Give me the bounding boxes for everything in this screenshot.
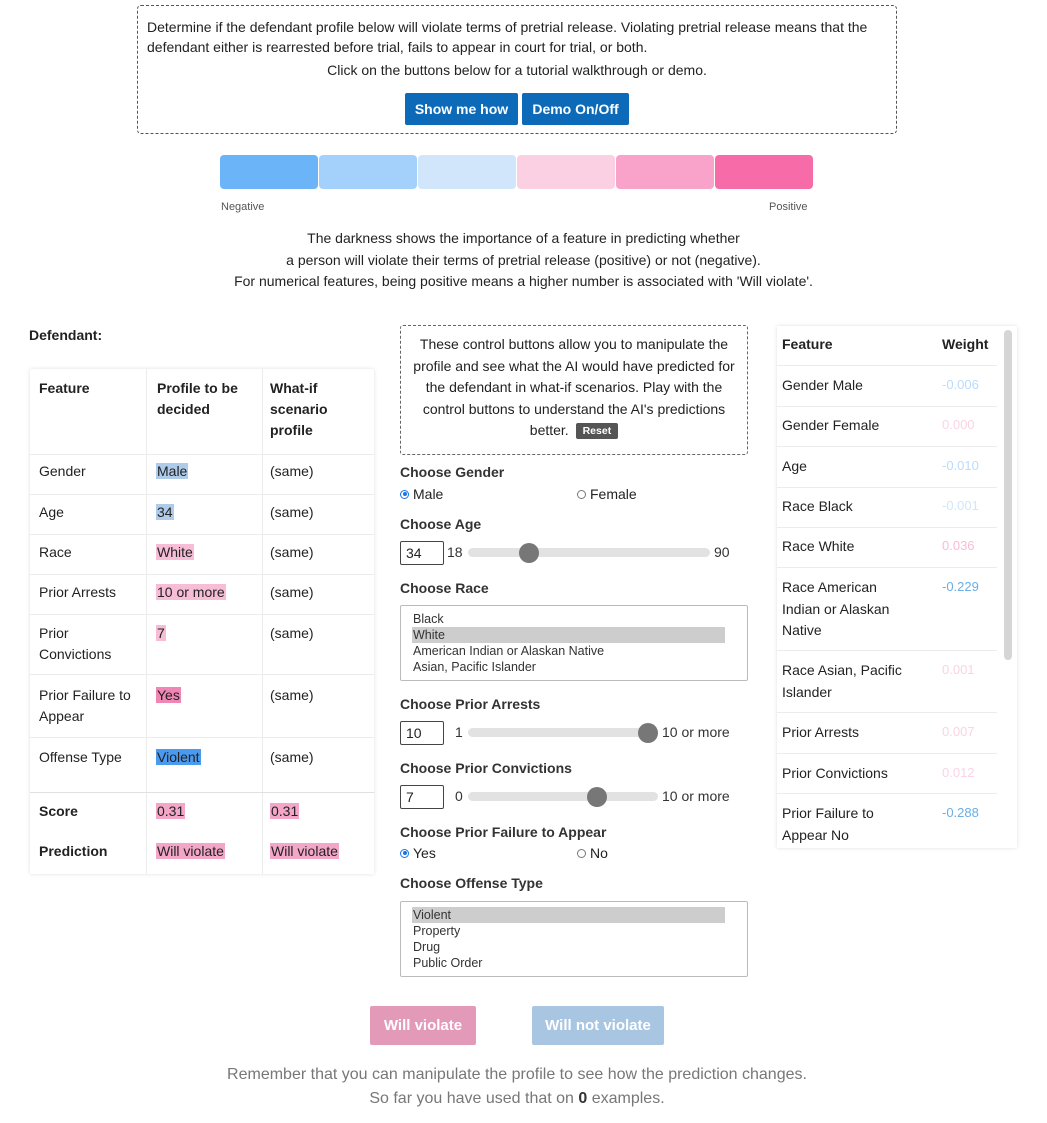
footer-suffix: examples. (587, 1090, 665, 1107)
weight-feature: Gender Male (782, 377, 863, 393)
offense-type-select[interactable] (400, 901, 748, 977)
profile-value: Male (157, 463, 188, 479)
profile-value: 10 or more (157, 584, 225, 600)
radio-label: Female (590, 486, 637, 502)
footer-line (0, 1087, 1034, 1111)
whatif-value: (same) (270, 544, 314, 560)
prior-arrests-min: 1 (455, 724, 463, 740)
age-slider-track[interactable] (468, 548, 710, 557)
weight-feature: Prior Failure to Appear No (782, 805, 874, 843)
prior-convictions-min: 0 (455, 788, 463, 804)
weight-value: -0.229 (942, 579, 979, 594)
weight-feature: Prior Convictions (782, 765, 888, 781)
race-select[interactable] (400, 605, 748, 681)
prior-fta-label: Choose Prior Failure to Appear (400, 824, 607, 840)
age-max: 90 (714, 544, 730, 560)
controls-info-text: These control buttons allow you to manipulate the profile and see what the AI would have predicted for the defendant in what-if scenarios. Play with the control buttons to understand the AI's predictions better. (413, 336, 735, 438)
whatif-value: (same) (270, 463, 314, 479)
radio-label: Male (413, 486, 444, 502)
radio-selected-icon (400, 490, 409, 499)
scale-swatch (220, 155, 318, 189)
prior-arrests-input[interactable] (400, 721, 444, 745)
race-option[interactable]: Black (413, 612, 444, 626)
weight-value: 0.001 (942, 662, 975, 677)
profile-prediction: Will violate (157, 843, 224, 859)
scale-desc-line: For numerical features, being positive means a higher number is associated with 'Will violate'. (234, 273, 813, 289)
row-feature: Gender (39, 463, 86, 479)
weight-value: 0.000 (942, 417, 975, 432)
whatif-value: (same) (270, 749, 314, 765)
scale-swatch (319, 155, 417, 189)
race-option[interactable]: American Indian or Alaskan Native (413, 644, 605, 658)
prior-convictions-slider-track[interactable] (468, 792, 658, 801)
weight-col-weight: Weight (942, 336, 989, 352)
radio-selected-icon (400, 849, 409, 858)
profile-value: 34 (157, 504, 173, 520)
weight-feature: Race Asian, Pacific Islander (782, 662, 902, 700)
prior-arrests-slider-thumb[interactable] (638, 723, 658, 743)
scale-desc-line: a person will violate their terms of pretrial release (positive) or not (negative). (286, 251, 761, 268)
offense-type-label: Choose Offense Type (400, 875, 543, 891)
prediction-label: Prediction (39, 843, 108, 859)
weight-value: -0.288 (942, 805, 979, 820)
whatif-score: 0.31 (271, 803, 299, 819)
footer-note (0, 1063, 1034, 1111)
col-header-feature: Feature (39, 380, 90, 396)
age-slider-thumb[interactable] (519, 543, 539, 563)
whatif-value: (same) (270, 504, 314, 520)
tutorial-hint: Click on the buttons below for a tutorial walkthrough or demo. (327, 62, 707, 78)
weight-value: -0.001 (942, 498, 979, 513)
fta-yes-radio[interactable] (400, 845, 436, 861)
defendant-title: Defendant: (29, 327, 103, 343)
fta-no-radio[interactable] (577, 845, 608, 861)
prior-arrests-label: Choose Prior Arrests (400, 696, 541, 712)
radio-unselected-icon (577, 490, 586, 499)
controls-info-box (400, 325, 748, 455)
will-violate-button[interactable]: Will violate (370, 1006, 476, 1045)
row-feature: Prior Convictions (39, 625, 112, 662)
examples-count: 0 (578, 1090, 588, 1107)
demo-toggle-button[interactable]: Demo On/Off (522, 93, 629, 125)
whatif-value: (same) (270, 584, 314, 600)
race-option-selected[interactable]: White (412, 627, 725, 643)
weight-value: -0.010 (942, 458, 979, 473)
whatif-value: (same) (270, 625, 314, 641)
row-feature: Prior Failure to Appear (39, 687, 131, 724)
row-feature: Age (39, 504, 64, 520)
row-feature: Offense Type (39, 749, 122, 765)
age-min: 18 (447, 544, 463, 560)
weight-value: 0.012 (942, 765, 975, 780)
defendant-table (30, 369, 374, 874)
weight-feature: Gender Female (782, 417, 880, 433)
radio-unselected-icon (577, 849, 586, 858)
prior-convictions-slider-thumb[interactable] (587, 787, 607, 807)
whatif-value: (same) (270, 687, 314, 703)
footer-line: Remember that you can manipulate the profile to see how the prediction changes. (227, 1066, 807, 1083)
feature-weight-table (777, 326, 1017, 848)
prior-convictions-label: Choose Prior Convictions (400, 760, 572, 776)
weight-value: -0.006 (942, 377, 979, 392)
col-header-profile: Profile to be decided (157, 380, 238, 417)
row-feature: Race (39, 544, 72, 560)
weight-feature: Race American Indian or Alaskan Native (782, 579, 890, 638)
offense-option[interactable]: Drug (413, 940, 441, 954)
profile-score: 0.31 (157, 803, 185, 819)
weight-col-feature: Feature (782, 336, 833, 352)
prior-arrests-max: 10 or more (662, 724, 730, 740)
weight-feature: Prior Arrests (782, 724, 860, 740)
race-option[interactable]: Asian, Pacific Islander (413, 660, 536, 674)
gender-label: Choose Gender (400, 464, 505, 480)
scale-swatch (616, 155, 714, 189)
scale-swatch (517, 155, 615, 189)
scale-positive-label: Positive (769, 201, 808, 213)
weight-table-scrollbar[interactable] (1004, 330, 1012, 660)
row-feature: Prior Arrests (39, 584, 117, 600)
weight-value: 0.036 (942, 538, 975, 553)
gender-male-radio[interactable] (400, 486, 443, 502)
profile-value: 7 (157, 625, 165, 641)
offense-option[interactable]: Property (413, 924, 461, 938)
scale-description (0, 228, 1047, 293)
weight-feature: Race White (782, 538, 855, 554)
age-input[interactable] (400, 541, 444, 565)
profile-value: Violent (157, 749, 200, 765)
offense-option-selected[interactable]: Violent (412, 907, 725, 923)
instructions-text: Determine if the defendant profile below will violate terms of pretrial release. Violating pretrial release means that the defendant either is rearrested before trial, fails to appear in court for trial, or both. (147, 19, 868, 55)
scale-swatch (418, 155, 516, 189)
radio-label: No (590, 845, 608, 861)
weight-value: 0.007 (942, 724, 975, 739)
profile-value: White (157, 544, 193, 560)
gender-female-radio[interactable] (577, 486, 637, 502)
will-not-violate-button[interactable]: Will not violate (532, 1006, 664, 1045)
instructions-box (137, 5, 897, 134)
scale-swatch (715, 155, 813, 189)
radio-label: Yes (413, 845, 436, 861)
reset-button[interactable]: Reset (576, 423, 619, 439)
weight-feature: Race Black (782, 498, 853, 514)
footer-prefix: So far you have used that on (369, 1090, 579, 1107)
weight-feature: Age (782, 458, 807, 474)
scale-desc-line: The darkness shows the importance of a feature in predicting whether (307, 230, 740, 246)
score-label: Score (39, 803, 78, 819)
age-label: Choose Age (400, 516, 482, 532)
profile-value: Yes (157, 687, 180, 703)
prior-convictions-input[interactable] (400, 785, 444, 809)
prior-arrests-slider-track[interactable] (468, 728, 658, 737)
scale-negative-label: Negative (221, 201, 265, 213)
offense-option[interactable]: Public Order (413, 956, 483, 970)
race-label: Choose Race (400, 580, 489, 596)
prior-convictions-max: 10 or more (662, 788, 730, 804)
show-me-how-button[interactable]: Show me how (405, 93, 518, 125)
col-header-whatif: What-if scenario profile (270, 380, 328, 438)
whatif-prediction: Will violate (271, 843, 338, 859)
